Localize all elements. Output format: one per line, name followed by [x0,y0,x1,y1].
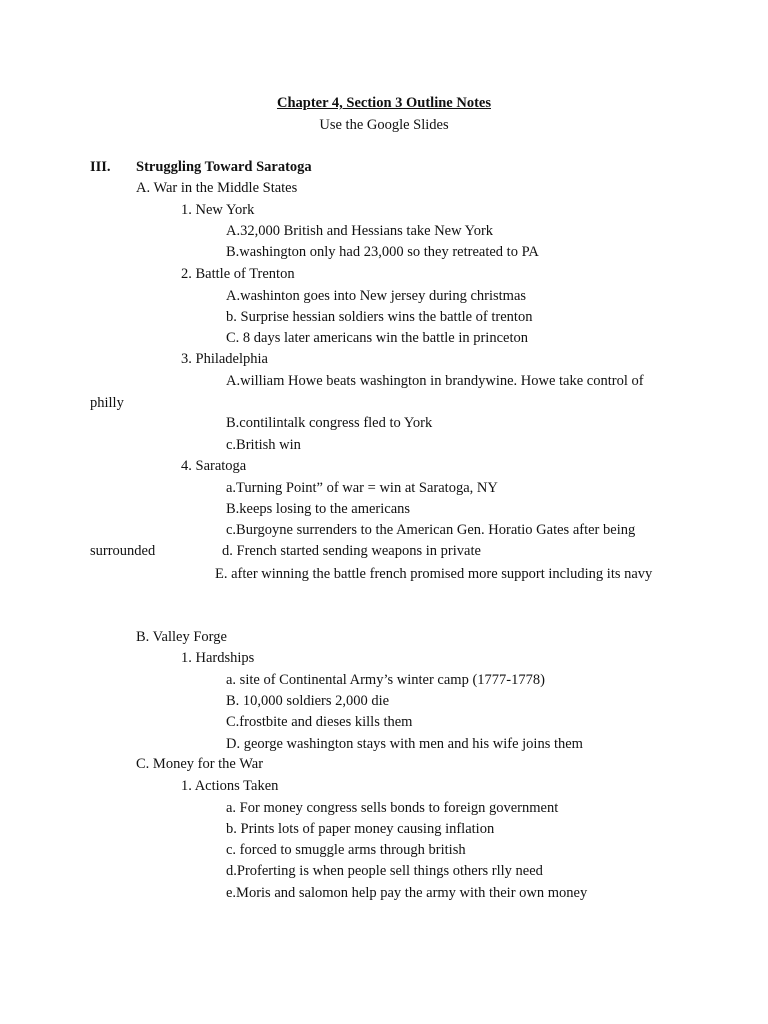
outline-note: B.washington only had 23,000 so they retreated to PA [226,244,539,260]
outline-note: b. Surprise hessian soldiers wins the battle of trenton [226,309,533,325]
outline-item-actions: 1. Actions Taken [181,778,279,794]
outline-note: b. Prints lots of paper money causing inflation [226,821,495,837]
section-heading: Struggling Toward Saratoga [136,159,312,175]
outline-note: d.Proferting is when people sell things others rlly need [226,863,543,879]
outline-heading-a: A. War in the Middle States [136,180,298,196]
outline-item-new-york: 1. New York [181,202,255,218]
outline-note: a. site of Continental Army’s winter camp (1777-1778) [226,672,545,688]
outline-item-trenton: 2. Battle of Trenton [181,266,295,282]
outline-note-continued: surrounded [90,543,156,559]
outline-note: B.contilintalk congress fled to York [226,415,433,431]
outline-note: A.william Howe beats washington in brandywine. Howe take control of [226,373,644,389]
outline-note: c. forced to smuggle arms through british [226,842,466,858]
outline-note: C.frostbite and dieses kills them [226,714,413,730]
outline-heading-b: B. Valley Forge [136,629,227,645]
outline-note: B.keeps losing to the americans [226,501,411,517]
outline-note: E. after winning the battle french promised more support including its navy [215,566,653,582]
outline-note: A.washinton goes into New jersey during christmas [226,288,527,304]
outline-note: c.Burgoyne surrenders to the American Gen. Horatio Gates after being [226,522,636,538]
outline-note: a.Turning Point” of war = win at Saratoga, NY [226,480,498,496]
outline-note: d. French started sending weapons in private [222,543,481,559]
outline-note-continued: philly [90,395,124,411]
section-numeral: III. [90,159,111,175]
document-title: Chapter 4, Section 3 Outline Notes [276,95,491,111]
outline-note: B. 10,000 soldiers 2,000 die [226,693,390,709]
outline-note: D. george washington stays with men and his wife joins them [226,736,583,752]
outline-note: C. 8 days later americans win the battle in princeton [226,330,528,346]
outline-item-saratoga: 4. Saratoga [181,458,247,474]
outline-item-philadelphia: 3. Philadelphia [181,351,268,367]
outline-note: A.32,000 British and Hessians take New York [226,223,494,239]
outline-note: e.Moris and salomon help pay the army with their own money [226,885,588,901]
outline-item-hardships: 1. Hardships [181,650,255,666]
document-subtitle: Use the Google Slides [319,117,449,133]
outline-note: c.British win [226,437,301,453]
outline-heading-c: C. Money for the War [136,756,264,772]
outline-note: a. For money congress sells bonds to foreign government [226,800,559,816]
